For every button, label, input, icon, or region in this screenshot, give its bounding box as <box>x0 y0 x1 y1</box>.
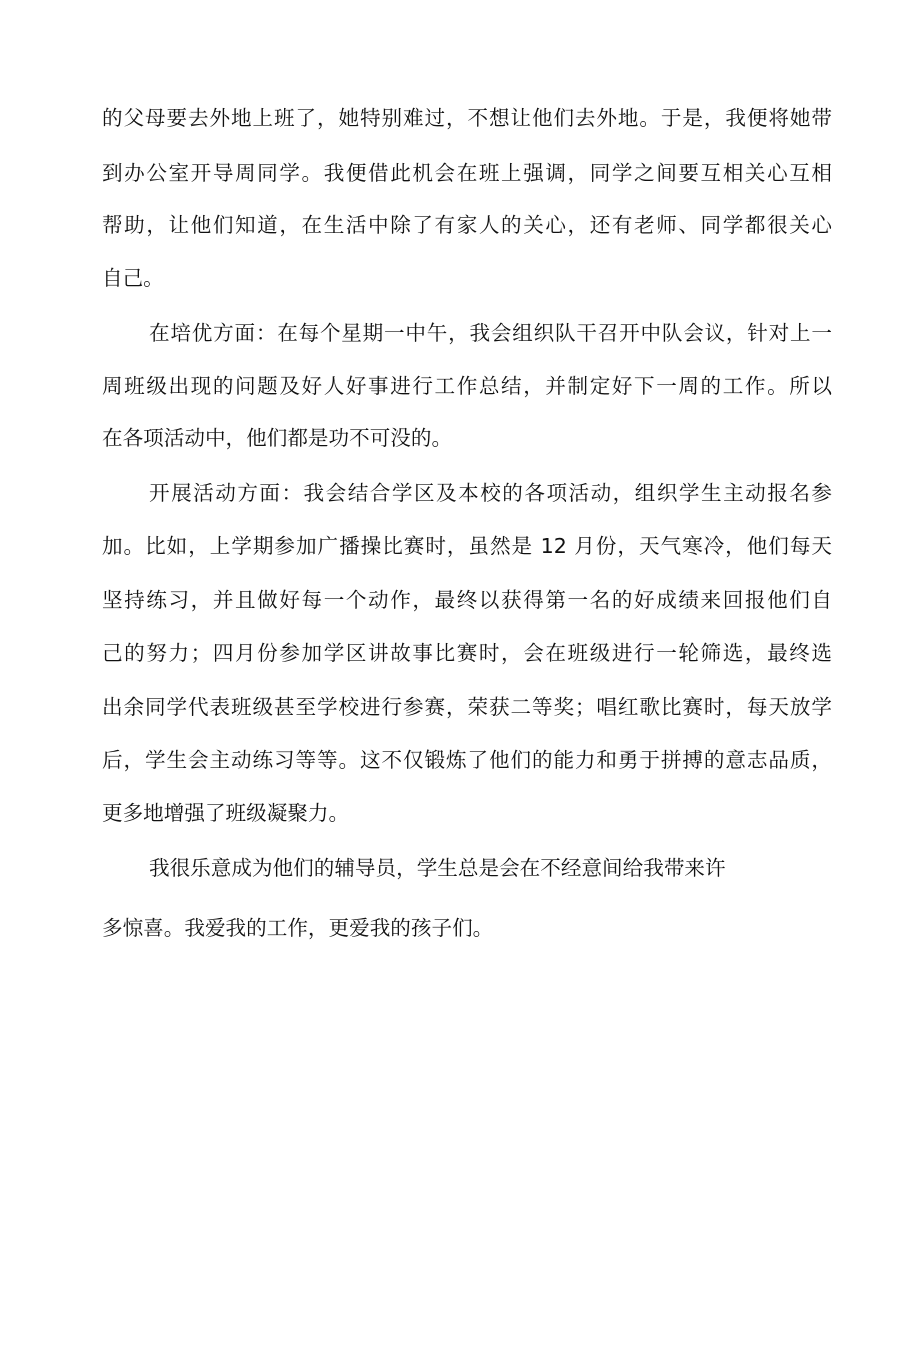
paragraph-line: 我很乐意成为他们的辅导员，学生总是会在不经意间给我带来许 <box>149 856 726 880</box>
paragraph-line: 加。比如，上学期参加广播操比赛时，虽然是 12 月份，天气寒冷，他们每天 <box>102 534 832 558</box>
paragraph-line: 开展活动方面：我会结合学区及本校的各项活动，组织学生主动报名参 <box>149 481 832 505</box>
paragraph-line: 更多地增强了班级凝聚力。 <box>102 801 350 825</box>
paragraph-line: 自己。 <box>102 266 164 290</box>
paragraph-line: 帮助，让他们知道，在生活中除了有家人的关心，还有老师、同学都很关心 <box>102 213 832 237</box>
paragraph-line: 的父母要去外地上班了，她特别难过，不想让他们去外地。于是，我便将她带 <box>102 106 832 130</box>
paragraph-line: 在各项活动中，他们都是功不可没的。 <box>102 426 453 450</box>
paragraph-line: 周班级出现的问题及好人好事进行工作总结，并制定好下一周的工作。所以 <box>102 374 832 398</box>
paragraph-line: 到办公室开导周同学。我便借此机会在班上强调，同学之间要互相关心互相 <box>102 161 832 185</box>
paragraph-line: 在培优方面：在每个星期一中午，我会组织队干召开中队会议，针对上一 <box>149 321 832 345</box>
paragraph-line: 多惊喜。我爱我的工作，更爱我的孩子们。 <box>102 916 494 940</box>
paragraph-line: 后，学生会主动练习等等。这不仅锻炼了他们的能力和勇于拼搏的意志品质， <box>102 748 832 772</box>
paragraph-line: 己的努力；四月份参加学区讲故事比赛时，会在班级进行一轮筛选，最终选 <box>102 641 832 665</box>
paragraph-line: 出余同学代表班级甚至学校进行参赛，荣获二等奖；唱红歌比赛时，每天放学 <box>102 695 832 719</box>
paragraph-line: 坚持练习，并且做好每一个动作，最终以获得第一名的好成绩来回报他们自 <box>102 588 832 612</box>
